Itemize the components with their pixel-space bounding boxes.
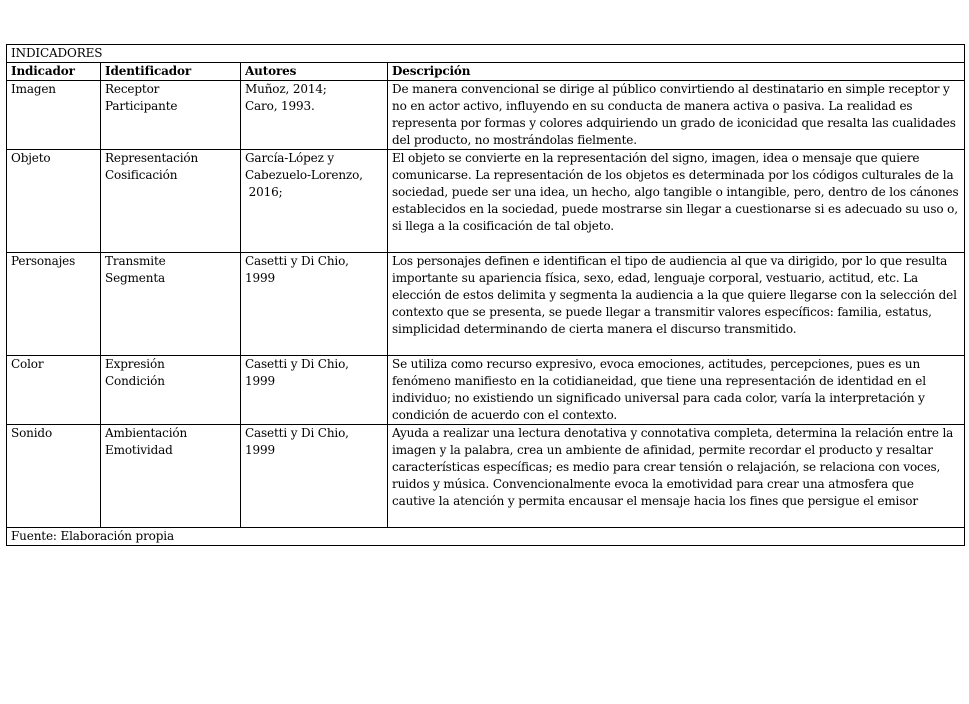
indicators-table xyxy=(6,44,965,546)
table-row xyxy=(7,425,965,528)
identificador-line: Receptor xyxy=(105,82,160,96)
cell-autores xyxy=(241,356,388,425)
header-indicador: Indicador xyxy=(7,63,101,81)
autores-line: 1999 xyxy=(245,271,275,285)
table-row xyxy=(7,81,965,150)
identificador-line: Transmite xyxy=(105,254,166,268)
identificador-line: Participante xyxy=(105,99,178,113)
header-descripcion: Descripción xyxy=(388,63,965,81)
table-row xyxy=(7,253,965,356)
cell-autores xyxy=(241,425,388,528)
autores-line: Casetti y Di Chio, xyxy=(245,254,349,268)
cell-autores xyxy=(241,253,388,356)
cell-descripcion: El objeto se convierte en la representación del signo, imagen, idea o mensaje que quiere comunicarse. La representación de los objetos es determinada por los códigos culturales de la sociedad, puede ser una idea, un hecho, algo tangible o intangible, pero, dentro de los cánones establecidos en la sociedad, puede mostrarse sin llegar a cuestionarse si es adecuado su uso o, si llega a la cosificación de tal objeto. xyxy=(388,150,965,253)
identificador-line: Representación xyxy=(105,151,199,165)
header-identificador: Identificador xyxy=(101,63,241,81)
cell-indicador: Sonido xyxy=(7,425,101,528)
autores-line: 1999 xyxy=(245,443,275,457)
cell-identificador xyxy=(101,81,241,150)
cell-identificador xyxy=(101,356,241,425)
table-source: Fuente: Elaboración propia xyxy=(7,528,965,546)
autores-line: Casetti y Di Chio, xyxy=(245,426,349,440)
autores-line: 1999 xyxy=(245,374,275,388)
cell-indicador: Imagen xyxy=(7,81,101,150)
cell-indicador: Color xyxy=(7,356,101,425)
cell-indicador: Personajes xyxy=(7,253,101,356)
cell-descripcion: Ayuda a realizar una lectura denotativa y connotativa completa, determina la relación entre la imagen y la palabra, crea un ambiente de afinidad, permite recordar el producto y resaltar características específicas; es medio para crear tensión o relajación, se relaciona con voces, ruidos y música. Convencionalmente evoca la emotividad para crear una atmosfera que cautive la atención y permita encausar el mensaje hacia los fines que persigue el emisor xyxy=(388,425,965,528)
table-title: INDICADORES xyxy=(7,45,965,63)
identificador-line: Segmenta xyxy=(105,271,165,285)
table-row xyxy=(7,356,965,425)
cell-descripcion: De manera convencional se dirige al público convirtiendo al destinatario en simple receptor y no en actor activo, influyendo en su conducta de manera activa o pasiva. La realidad es representa por formas y colores adquiriendo un grado de iconicidad que resalta las cualidades del producto, no mostrándolas fielmente. xyxy=(388,81,965,150)
autores-line: Caro, 1993. xyxy=(245,99,315,113)
header-autores: Autores xyxy=(241,63,388,81)
autores-line: Casetti y Di Chio, xyxy=(245,357,349,371)
header-row xyxy=(7,63,965,81)
cell-autores xyxy=(241,150,388,253)
identificador-line: Emotividad xyxy=(105,443,173,457)
autores-line: Cabezuelo-Lorenzo, xyxy=(245,168,363,182)
identificador-line: Condición xyxy=(105,374,165,388)
cell-descripcion: Los personajes definen e identifican el tipo de audiencia al que va dirigido, por lo que resulta importante su apariencia física, sexo, edad, lenguaje corporal, vestuario, actitud, etc. La elección de estos delimita y segmenta la audiencia a la que quiere llegarse con la selección del contexto que se presenta, se puede llegar a transmitir valores específicos: familia, estatus, simplicidad determinando de cierta manera el discurso transmitido. xyxy=(388,253,965,356)
cell-identificador xyxy=(101,150,241,253)
table-row xyxy=(7,150,965,253)
identificador-line: Cosificación xyxy=(105,168,178,182)
identificador-line: Ambientación xyxy=(105,426,188,440)
identificador-line: Expresión xyxy=(105,357,165,371)
cell-identificador xyxy=(101,253,241,356)
cell-indicador: Objeto xyxy=(7,150,101,253)
autores-line: 2016; xyxy=(245,185,283,199)
autores-line: Muñoz, 2014; xyxy=(245,82,327,96)
cell-autores xyxy=(241,81,388,150)
cell-descripcion: Se utiliza como recurso expresivo, evoca emociones, actitudes, percepciones, pues es un fenómeno manifiesto en la cotidianeidad, que tiene una representación de identidad en el individuo; no existiendo un significado universal para cada color, varía la interpretación y condición de acuerdo con el contexto. xyxy=(388,356,965,425)
cell-identificador xyxy=(101,425,241,528)
autores-line: García-López y xyxy=(245,151,335,165)
